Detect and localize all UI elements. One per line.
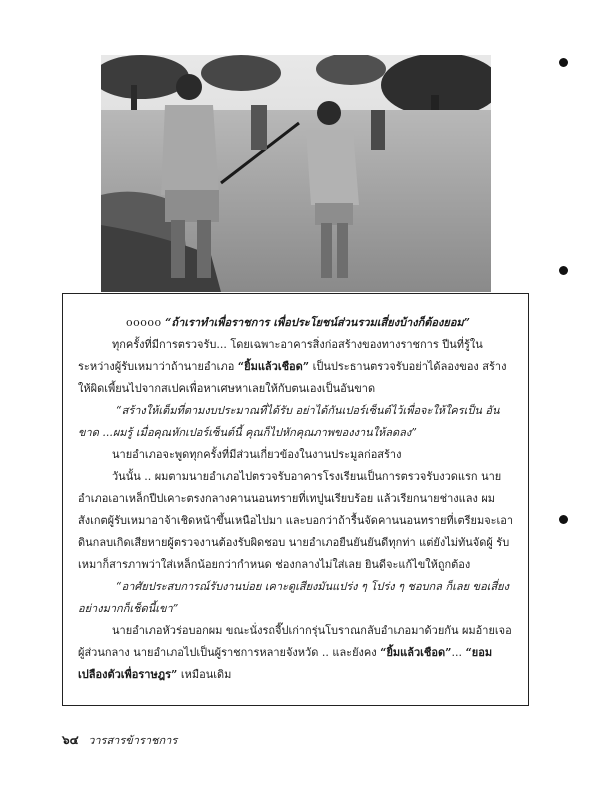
headline-prefix: ooooo [125, 316, 162, 329]
paragraph-1-text: ทุกครั้งที่มีการตรวจรับ... โดยเฉพาะอาคารสิ่งก่อสร้างของทางราชการ ปีนที่รู้ใน ระหว่างผู้รับเหมาว่าถ้านายอำเภอ [78, 338, 483, 373]
paragraph-4-bold-1: “ยิ้มแล้วเชือด” [380, 646, 452, 659]
paragraph-4-text-end: เหมือนเดิม [177, 668, 232, 681]
paragraph-4-bold-2: “ยอมเปลืองตัวเพื่อราษฎร” [78, 646, 493, 681]
paragraph-2: นายอำเภอจะพูดทุกครั้งที่มีส่วนเกี่ยวข้องในงานประมูลก่อสร้าง [112, 448, 402, 461]
paragraph-3: วันนั้น .. ผมตามนายอำเภอไปตรวจรับอาคารโรงเรียนเป็นการตรวจรับงวดแรก นาย อำเภอเอาเหล็กปีปเคาะตรงกลางคานนอนทรายที่เทปูนเรียบร้อย แล้วเรียกนายช่างแลง ผม สังเกตผู้รับเหมาอาจ้าเชิดหน้าขึ้นเหนือไปมา และบอกว่าถ้ารื้นจัดคานนอนทรายที่เตรียมจะเอา ดินกลบเกิดเสียหายผู้ตรวจงานต้องรับผิดชอบ นายอำเภอยืนยันยันดีทุกท่า แต่ยังไม่ทันจัดผู้ รับเหมาก็สารภาพว่าใส่เหล็กน้อยกว่ากำหนด ช่องกลางไม่ใส่เลย ยินดีจะแก้ไขให้ถูกต้อง [78, 470, 514, 571]
paragraph-4-text: นายอำเภอหัวร่อบอกผม ขณะนั่งรถจี๊ปเก่ากรุ่นโบราณกลับอำเภอมาด้วยกัน ผมอ้ายเจอผู้ส่วนกลาง นายอำเภอไปเป็นผู้ราชการหลายจังหวัด .. และยังคง [78, 624, 512, 659]
margin-dot [559, 58, 568, 67]
article-box [62, 293, 529, 706]
article-headline [78, 312, 518, 334]
margin-dot [559, 515, 568, 524]
headline-quote: “ถ้าเราทำเพื่อราชการ เพื่อประโยชน์ส่วนรวมเสี่ยงบ้างก็ต้องยอม” [165, 316, 471, 329]
paragraph-1-text-end: เป็นประธานตรวจรับอย่าได้ลองของ สร้าง ให้ผิดเพี้ยนไปจากสเปคเพื่อหาเศษหาเลยให้กับตนเองเป็นอันขาด [78, 360, 507, 395]
paragraph-1-bold: “ยิ้มแล้วเชือด” [237, 360, 310, 373]
photo-illustration [101, 55, 491, 292]
paragraph-1 [78, 334, 518, 400]
paragraph-4 [78, 620, 518, 686]
margin-dot [559, 266, 568, 275]
quote-1: “สร้างให้เต็มที่ตามงบประมาณที่ได้รับ อย่าได้กันเปอร์เซ็นต์ไว้เพื่อจะให้ใครเป็น อันขาด ...ผมรู้ เมื่อคุณหักเปอร์เซ็นต์นี้ คุณก็ไปหักคุณภาพของงานให้ลดลง” [78, 404, 500, 439]
magazine-name: วารสารข้าราชการ [88, 734, 178, 747]
page-footer [62, 731, 177, 750]
quote-2: “อาศัยประสบการณ์รับงานบ่อย เคาะดูเสียงมันแปร่ง ๆ โปร่ง ๆ ชอบกล ก็เลย ขอเสี่ยง อย่างมากก็เช็ดนี้เขา” [78, 580, 509, 615]
paragraph-4-mid: ... [451, 646, 466, 659]
flood-inspection-photo [101, 55, 491, 292]
page-number: ๖๔ [62, 733, 79, 747]
